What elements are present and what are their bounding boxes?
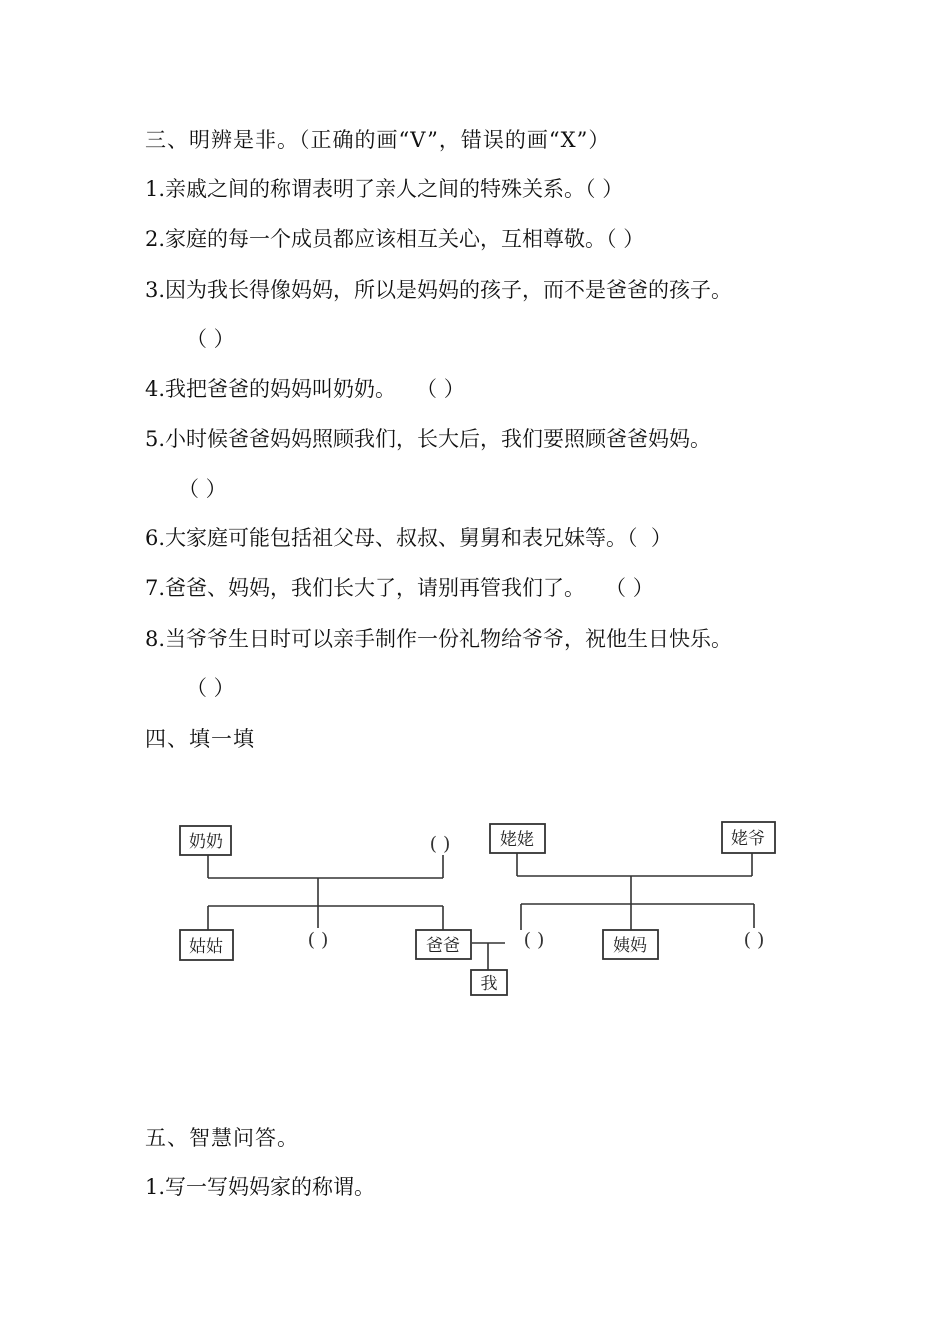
section4-title: 四、填一填 bbox=[145, 727, 255, 751]
tf-item-8-answer-blank[interactable]: （ ） bbox=[186, 676, 235, 700]
node-label-aunt-paternal: 姑姑 bbox=[189, 937, 223, 957]
node-label-dad: 爸爸 bbox=[426, 936, 460, 956]
tf-item-3: 3.因为我长得像妈妈，所以是妈妈的孩子，而不是爸爸的孩子。 bbox=[145, 278, 733, 302]
node-label-me: 我 bbox=[480, 974, 498, 994]
section5-title: 五、智慧问答。 bbox=[145, 1126, 299, 1150]
tf-item-5-answer-blank[interactable]: （ ） bbox=[178, 477, 227, 501]
tf-item-5: 5.小时候爸爸妈妈照顾我们，长大后，我们要照顾爸爸妈妈。 bbox=[145, 427, 712, 451]
node-label-maternal-grandma: 姥姥 bbox=[500, 830, 534, 850]
node-label-grandma: 奶奶 bbox=[189, 832, 223, 852]
node-blank-mom[interactable]: ( ) bbox=[523, 929, 545, 951]
tf-item-6: 6.大家庭可能包括祖父母、叔叔、舅舅和表兄妹等。（ ） bbox=[145, 526, 672, 550]
qa-item-1: 1.写一写妈妈家的称谓。 bbox=[145, 1175, 376, 1199]
tf-item-1: 1.亲戚之间的称谓表明了亲人之间的特殊关系。（ ） bbox=[145, 177, 624, 201]
node-label-maternal-grandpa: 姥爷 bbox=[731, 829, 765, 849]
tf-item-2: 2.家庭的每一个成员都应该相互关心，互相尊敬。（ ） bbox=[145, 227, 645, 251]
node-blank-maternal[interactable]: ( ) bbox=[743, 929, 765, 951]
tf-item-3-answer-blank[interactable]: （ ） bbox=[186, 327, 235, 351]
node-blank-paternal[interactable]: ( ) bbox=[307, 929, 329, 951]
node-blank-grandpa[interactable]: ( ) bbox=[429, 833, 451, 855]
node-label-aunt-maternal: 姨妈 bbox=[613, 936, 647, 956]
tf-item-7: 7.爸爸、妈妈，我们长大了，请别再管我们了。 （ ） bbox=[145, 576, 654, 600]
tf-item-8: 8.当爷爷生日时可以亲手制作一份礼物给爷爷，祝他生日快乐。 bbox=[145, 627, 733, 651]
tf-item-4: 4.我把爸爸的妈妈叫奶奶。 （ ） bbox=[145, 377, 465, 401]
section3-title: 三、明辨是非。（正确的画“V”，错误的画“X”） bbox=[145, 128, 611, 152]
